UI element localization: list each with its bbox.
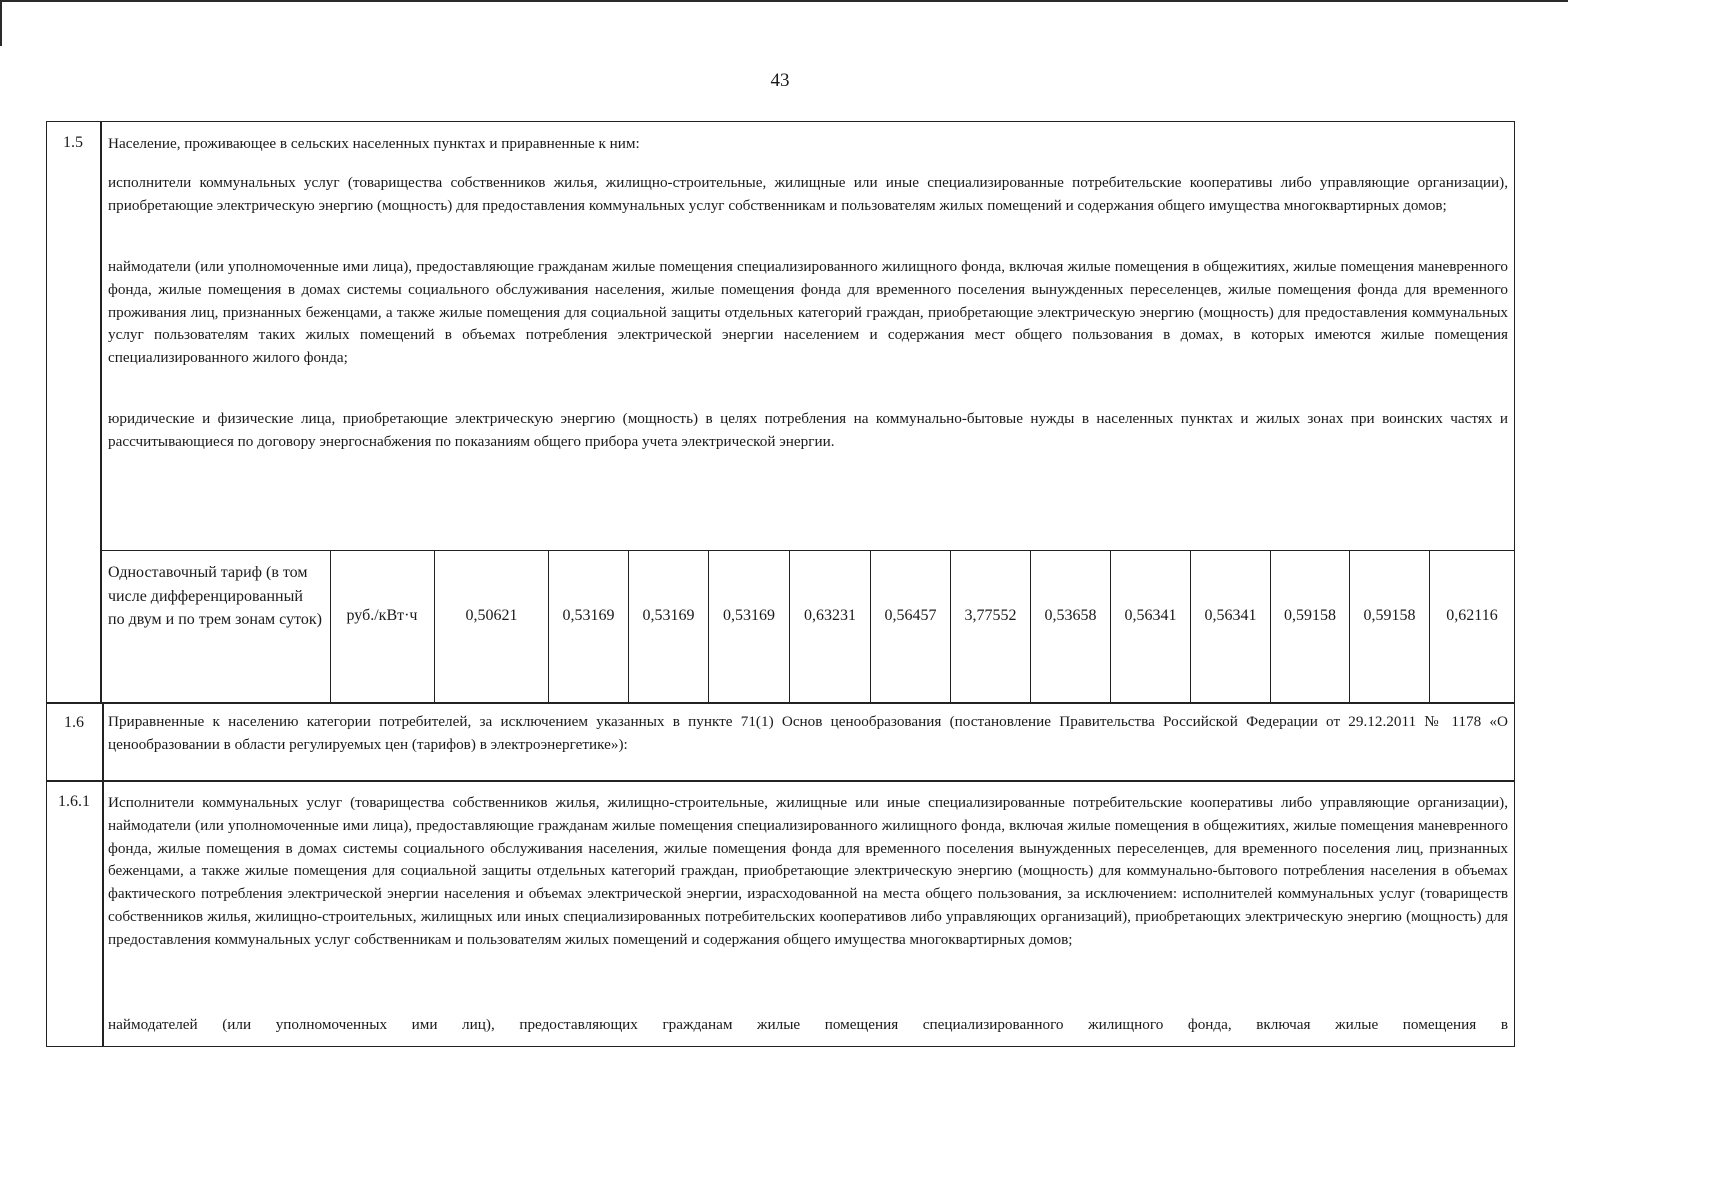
row-separator-1-6 bbox=[46, 702, 1515, 704]
tariff-col-divider bbox=[870, 551, 871, 702]
tariff-col-divider bbox=[1190, 551, 1191, 702]
row-separator-1-6-1 bbox=[46, 780, 1515, 782]
tariff-value: 0,63231 bbox=[804, 607, 856, 624]
tariff-value: 0,56457 bbox=[884, 607, 937, 624]
row-number-1-6-1: 1.6.1 bbox=[58, 793, 90, 810]
tariff-value: 0,53169 bbox=[723, 607, 775, 624]
tariff-value: 0,56341 bbox=[1204, 607, 1257, 624]
tariff-value: 0,59158 bbox=[1363, 607, 1416, 624]
row-number-1-5: 1.5 bbox=[63, 134, 83, 151]
tariff-col-divider bbox=[1429, 551, 1430, 702]
tariff-col-divider bbox=[1110, 551, 1111, 702]
row-1-5-paragraph-2: наймодатели (или уполномоченные ими лица), предоставляющие гражданам жилые помещения специализированного жилищного фонда, включая жилые помещения в общежитиях, жилые помещения маневренного фонда, жилые помещения в домах системы социального обслуживания населения, жилые помещения фонда для временного поселения вынужденных переселенцев, жилые помещения фонда для временного проживания лиц, признанных беженцами, а также жилые помещения для социальной защиты отдельных категорий граждан, приобретающие электрическую энергию (мощность) для предоставления коммунальных услуг пользователям таких жилых помещений в объемах потребления электрической энергии населением и содержания мест общего пользования в домах, в которых имеются жилые помещения специализированного жилого фонда; bbox=[108, 258, 1508, 367]
tariff-col-divider bbox=[708, 551, 709, 702]
tariff-value: 0,53169 bbox=[642, 607, 695, 624]
tariff-col-divider bbox=[1270, 551, 1271, 702]
tariff-unit: руб./кВт·ч bbox=[346, 607, 418, 624]
row-1-5-heading: Население, проживающее в сельских населенных пунктах и приравненные к ним: bbox=[108, 135, 640, 152]
tariff-col-divider bbox=[330, 551, 331, 702]
row-number-1-6: 1.6 bbox=[64, 714, 84, 731]
page-number: 43 bbox=[770, 70, 790, 91]
tariff-value: 3,77552 bbox=[964, 607, 1017, 624]
row-1-5-paragraph-1: исполнители коммунальных услуг (товарищества собственников жилья, жилищно-строительные, жилищные или иные специализированные потребительские кооперативы либо управляющие организации), приобретающие электрическую энергию (мощность) для предоставления коммунальных услуг собственникам и пользователям жилых помещений и содержания общего имущества многоквартирных домов; bbox=[108, 174, 1508, 214]
tariff-value: 0,50621 bbox=[465, 607, 518, 624]
number-column-divider-2 bbox=[102, 702, 104, 1047]
tariff-row-top-border bbox=[101, 550, 1515, 551]
tariff-col-divider bbox=[1030, 551, 1031, 702]
tariff-col-divider bbox=[1349, 551, 1350, 702]
tariff-col-divider bbox=[628, 551, 629, 702]
row-1-5-paragraph-3: юридические и физические лица, приобретающие электрическую энергию (мощность) в целях потребления на коммунально-бытовые нужды в населенных пунктах и жилых зонах при воинских частях и рассчитывающиеся по договору энергоснабжения по показаниям общего прибора учета электрической энергии. bbox=[108, 410, 1508, 450]
number-column-divider bbox=[100, 121, 102, 702]
tariff-col-divider bbox=[950, 551, 951, 702]
tariff-value: 0,59158 bbox=[1284, 607, 1336, 624]
tariff-label: Одноставочный тариф (в том числе дифференцированный по двум и по трем зонам суток) bbox=[108, 564, 322, 628]
row-1-6-1-paragraph-1: Исполнители коммунальных услуг (товарищества собственников жилья, жилищно-строительные, жилищные или иные специализированные потребительские кооперативы либо управляющие организации), наймодатели (или уполномоченные ими лица), предоставляющие гражданам жилые помещения специализированного жилищного фонда, включая жилые помещения в общежитиях, жилые помещения маневренного фонда, жилые помещения в домах системы социального обслуживания населения, жилые помещения фонда для временного поселения вынужденных переселенцев, для временного поселения лиц, признанных беженцами, а также жилые помещения для социальной защиты отдельных категорий граждан, приобретающие электрическую энергию (мощность) для коммунально-бытового потребления населения в объемах фактического потребления электрической энергии населения и объемах электрической энергии, израсходованной на места общего пользования, за исключением: исполнителей коммунальных услуг (товариществ собственников жилья, жилищно-строительных, жилищных или иных специализированных потребительских кооперативов либо управляющих организаций), приобретающих электрическую энергию (мощность) для предоставления коммунальных услуг собственникам и пользователям жилых помещений и содержания общего имущества многоквартирных домов; bbox=[108, 794, 1508, 948]
scan-edge-top bbox=[0, 0, 1568, 2]
tariff-col-divider bbox=[789, 551, 790, 702]
tariff-value: 0,62116 bbox=[1446, 607, 1498, 624]
tariff-col-divider bbox=[548, 551, 549, 702]
row-1-6-1-paragraph-2: наймодателей (или уполномоченных ими лиц), предоставляющих гражданам жилые помещения специализированного жилищного фонда, включая жилые помещения в bbox=[108, 1016, 1508, 1033]
tariff-value: 0,53658 bbox=[1044, 607, 1097, 624]
tariff-col-divider bbox=[434, 551, 435, 702]
row-1-6-text: Приравненные к населению категории потребителей, за исключением указанных в пункте 71(1) Основ ценообразования (постановление Правительства Российской Федерации от 29.12.2011 № 1178 «О ценообразовании в области регулируемых цен (тарифов) в электроэнергетике»): bbox=[108, 713, 1508, 753]
tariff-value: 0,56341 bbox=[1124, 607, 1177, 624]
scan-edge-left bbox=[0, 0, 2, 46]
tariff-value: 0,53169 bbox=[562, 607, 615, 624]
